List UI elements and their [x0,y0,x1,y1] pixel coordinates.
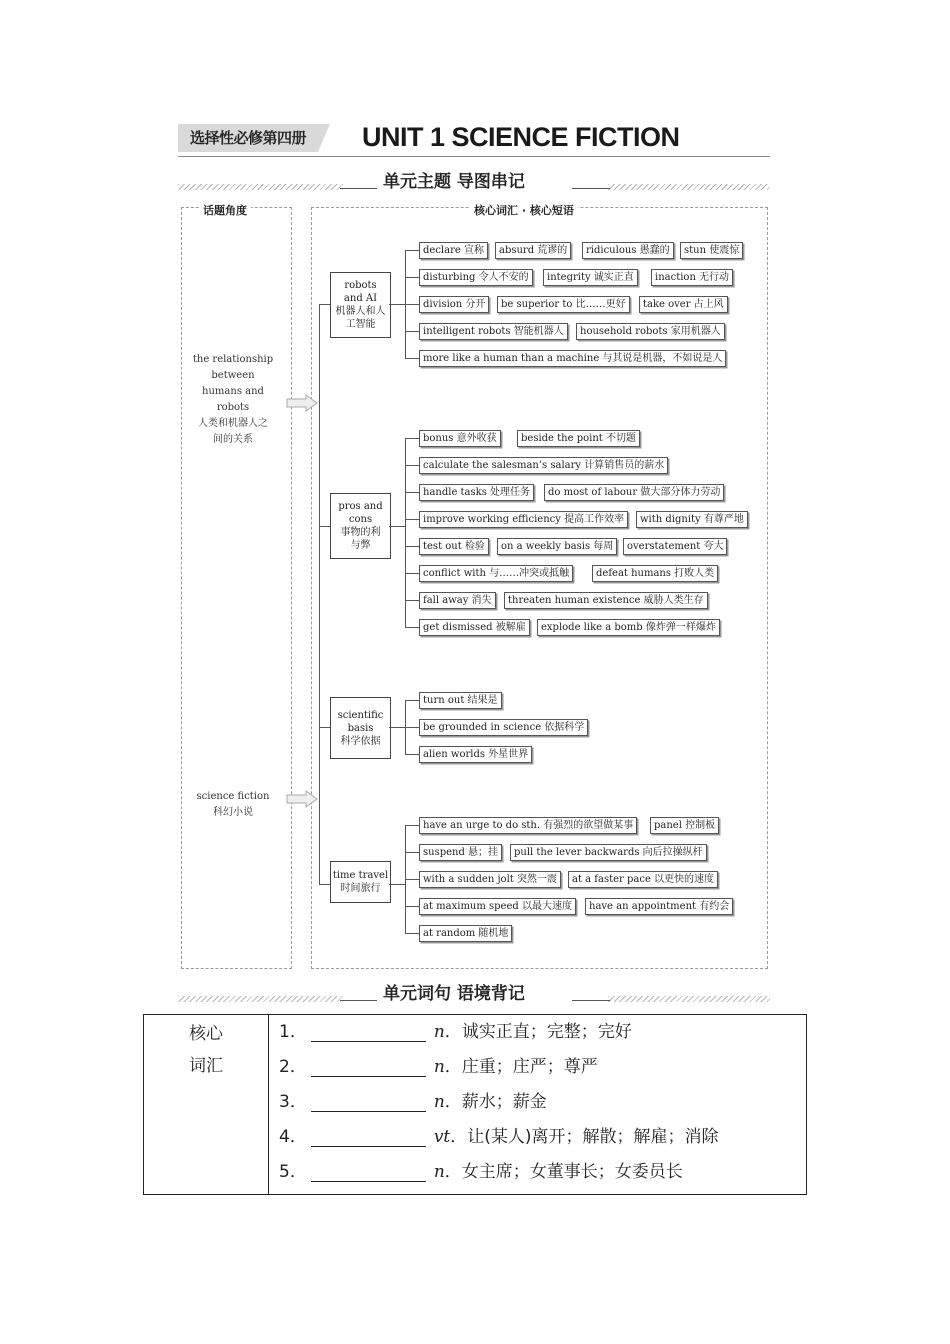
connector [389,304,405,305]
topic-humans-robots: the relationship between humans and robots 人类和机器人之间的关系 [192,354,274,445]
vocab-item: with dignity 有尊严地 [636,511,748,528]
answer-blank[interactable] [311,1023,426,1042]
vocab-item: have an appointment 有约会 [585,898,733,915]
title-line-right [572,188,610,189]
topic-box [181,207,292,969]
vocab-item: take over 占上风 [639,296,728,313]
vocab-item: conflict with 与……冲突或抵触 [419,565,573,582]
category-scientific-basis: scientific basis 科学依据 [330,697,391,759]
vocab-item: handle tasks 处理任务 [419,484,534,501]
vocab-item: inaction 无行动 [651,269,733,286]
connector [405,277,419,278]
connector [389,526,405,527]
vocab-row [279,1052,806,1087]
vocab-item: at maximum speed 以最大速度 [419,898,576,915]
connector [405,933,419,934]
book-tag: 选择性必修第四册 [178,124,318,152]
connector [389,884,405,885]
vocab-item: with a sudden jolt 突然一震 [419,871,561,888]
vocab-row [279,1157,806,1192]
vocab-item: do most of labour 做大部分体力劳动 [544,484,724,501]
vocab-item: intelligent robots 智能机器人 [419,323,568,340]
vocab-item: more like a human than a machine 与其说是机器，不如说是人 [419,350,726,367]
vocab-item: have an urge to do sth. 有强烈的欲望做某事 [419,817,637,834]
vocab-item: suspend 悬；挂 [419,844,502,861]
vocab-item: at random 随机地 [419,925,512,942]
vocab-row [279,1087,806,1122]
vocab-item: on a weekly basis 每周 [497,538,617,555]
answer-blank[interactable] [311,1093,426,1112]
meaning: ．薪水；薪金 [444,1092,547,1112]
vocab-table [143,1014,807,1195]
header-rule [178,156,770,157]
connector [389,727,405,728]
unit-title: UNIT 1 SCIENCE FICTION [362,122,680,152]
hatch-left [178,184,343,190]
connector [405,465,419,466]
category-robots-ai: robots and AI 机器人和人工智能 [330,272,391,338]
part-of-speech: n [433,1057,445,1077]
vocab-item: stun 使震惊 [680,242,743,259]
vocab-item: absurd 荒谬的 [495,242,571,259]
section-title-mindmap: 单元主题 导图串记 [377,167,531,192]
connector [405,304,419,305]
connector [405,600,419,601]
connector [405,438,406,627]
vocab-row [279,1017,806,1052]
item-number: 2． [279,1057,307,1077]
topic-box-label: 话题角度 [199,199,251,218]
part-of-speech: n [433,1092,445,1112]
arrow-right-icon [286,790,318,808]
vocab-item: household robots 家用机器人 [576,323,725,340]
connector [405,727,419,728]
vocab-row [279,1122,806,1157]
connector [405,906,419,907]
item-number: 1． [279,1022,307,1042]
trunk-line [319,304,320,884]
connector [405,546,419,547]
answer-blank[interactable] [311,1128,426,1147]
section-title-vocab: 单元词句 语境背记 [377,979,531,1004]
part-of-speech: n [433,1022,445,1042]
connector [405,331,419,332]
vocab-item: explode like a bomb 像炸弹一样爆炸 [537,619,720,636]
vocab-item: division 分开 [419,296,489,313]
connector [405,879,419,880]
connector [405,250,419,251]
meaning: ．诚实正直；完整；完好 [444,1022,632,1042]
vocab-item: defeat humans 打败人类 [592,565,718,582]
vocab-item: integrity 诚实正直 [543,269,638,286]
vocab-item: overstatement 夸大 [623,538,727,555]
vocab-item: panel 控制板 [650,817,719,834]
vocab-box-label: 核心词汇 · 核心短语 [470,199,578,218]
vocab-item: calculate the salesman’s salary 计算销售员的薪水 [419,457,668,474]
vocab-item: threaten human existence 威胁人类生存 [504,592,708,609]
connector [405,519,419,520]
vocab-item: disturbing 令人不安的 [419,269,533,286]
item-number: 5． [279,1162,307,1182]
item-number: 3． [279,1092,307,1112]
answer-blank[interactable] [311,1058,426,1077]
connector [405,438,419,439]
connector [405,852,419,853]
category-pros-cons: pros and cons 事物的利与弊 [330,493,391,559]
vocab-item: get dismissed 被解雇 [419,619,530,636]
vocab-item: bonus 意外收获 [419,430,501,447]
hatch-left [178,996,343,1002]
label-line: 词汇 [189,1056,223,1076]
meaning: ．庄重；庄严；尊严 [444,1057,598,1077]
category-time-travel: time travel 时间旅行 [330,861,391,903]
vocab-label-cell [144,1015,269,1195]
item-number: 4． [279,1127,307,1147]
connector [405,492,419,493]
connector [405,358,419,359]
vocab-item: ridiculous 愚蠢的 [582,242,674,259]
hatch-right [608,184,770,190]
vocab-item: at a faster pace 以更快的速度 [568,871,718,888]
vocab-item: turn out 结果是 [419,692,502,709]
meaning: ．女主席；女董事长；女委员长 [444,1162,683,1182]
title-line-right [572,1000,610,1001]
answer-blank[interactable] [311,1163,426,1182]
vocab-item: improve working efficiency 提高工作效率 [419,511,628,528]
part-of-speech: vt [433,1127,451,1147]
vocab-item: pull the lever backwards 向后拉操纵杆 [510,844,707,861]
vocab-item: test out 检验 [419,538,489,555]
title-line-left [340,188,380,189]
connector [405,825,419,826]
connector [405,754,419,755]
hatch-right [608,996,770,1002]
vocab-item: fall away 消失 [419,592,496,609]
vocab-item: be superior to 比……更好 [497,296,630,313]
connector [405,573,419,574]
title-line-left [340,1000,380,1001]
vocab-item: be grounded in science 依据科学 [419,719,588,736]
label-line: 核心 [189,1024,223,1044]
arrow-right-icon [286,394,318,412]
part-of-speech: n [433,1162,445,1182]
vocab-rows-cell [269,1015,807,1195]
vocab-item: beside the point 不切题 [517,430,640,447]
meaning: ．让(某人)离开；解散；解雇；消除 [450,1127,719,1147]
vocab-item: declare 宣称 [419,242,488,259]
connector [405,700,419,701]
topic-science-fiction: science fiction 科幻小说 [196,791,270,818]
connector [405,627,419,628]
vocab-item: alien worlds 外星世界 [419,746,532,763]
